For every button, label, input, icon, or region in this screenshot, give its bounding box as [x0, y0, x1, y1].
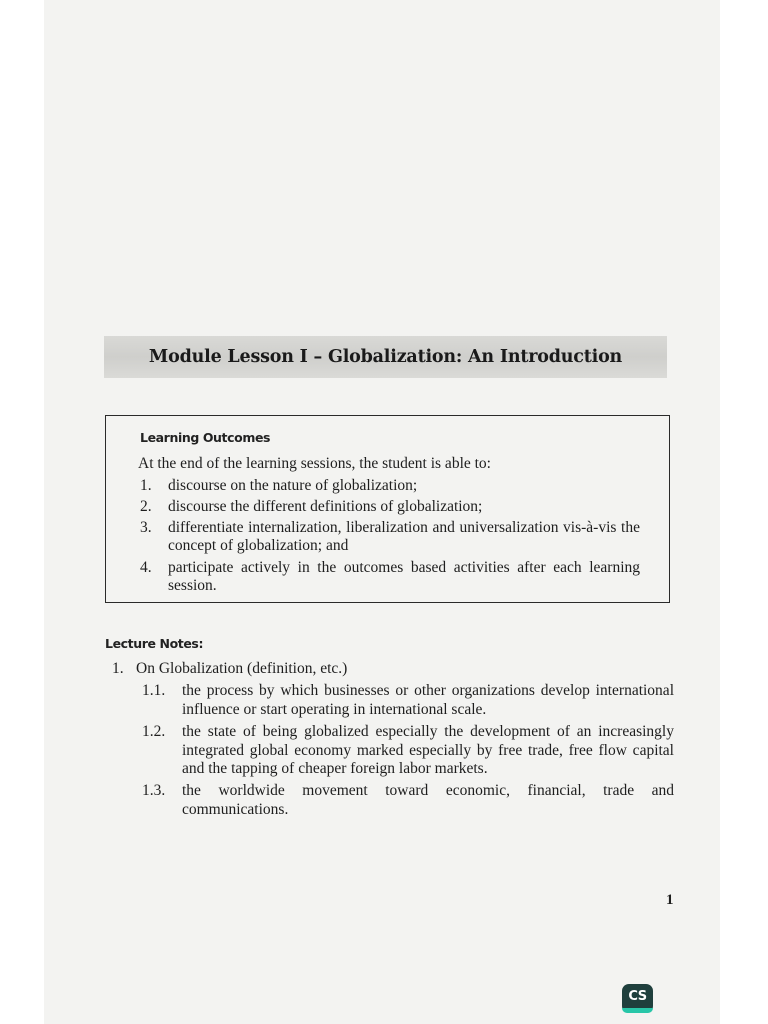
outcome-text: differentiate internalization, liberalization and universalization vis-à-vis the concept of globalization; and [168, 519, 640, 554]
outcome-number: 3. [140, 519, 152, 536]
learning-outcomes-box [105, 415, 670, 603]
outcome-text: discourse on the nature of globalization; [168, 477, 418, 494]
outcome-item [140, 519, 640, 555]
learning-outcomes-intro: At the end of the learning sessions, the student is able to: [138, 455, 491, 472]
outcome-item [140, 477, 640, 495]
lecture-subitem-number: 1.2. [142, 723, 166, 740]
lecture-item-text: On Globalization (definition, etc.) [136, 660, 348, 677]
outcome-text: participate actively in the outcomes based activities after each learning session. [168, 559, 640, 594]
lecture-notes-heading: Lecture Notes: [105, 636, 204, 651]
outcome-number: 4. [140, 559, 152, 576]
outcome-text: discourse the different definitions of globalization; [168, 498, 483, 515]
outcome-item [140, 559, 640, 595]
module-title-banner [104, 336, 667, 378]
module-title: Module Lesson I – Globalization: An Introduction [148, 347, 623, 367]
lecture-subitem-number: 1.1. [142, 682, 166, 699]
outcome-item [140, 498, 640, 516]
lecture-item-number: 1. [112, 660, 124, 677]
learning-outcomes-heading: Learning Outcomes [140, 430, 271, 445]
lecture-subitem [142, 682, 674, 719]
lecture-subitem [142, 723, 674, 779]
outcome-number: 1. [140, 477, 152, 494]
camscanner-logo [622, 984, 653, 1013]
lecture-subitem-text: the worldwide movement toward economic, financial, trade and communications. [182, 782, 674, 818]
lecture-subitem-text: the state of being globalized especially the development of an increasingly integrated global economy marked especially by free trade, free flow capital and the tapping of cheaper foreign labor markets. [182, 723, 674, 777]
camscanner-logo-stripe [622, 1008, 653, 1013]
document-page [44, 0, 720, 1024]
lecture-subitem-text: the process by which businesses or other organizations develop international influence or start operating in international scale. [182, 682, 674, 718]
outcome-number: 2. [140, 498, 152, 515]
lecture-subitem [142, 782, 674, 819]
lecture-item [112, 660, 347, 678]
page-number: 1 [666, 892, 674, 908]
lecture-subitem-number: 1.3. [142, 782, 166, 799]
camscanner-logo-text: CS [628, 989, 647, 1004]
